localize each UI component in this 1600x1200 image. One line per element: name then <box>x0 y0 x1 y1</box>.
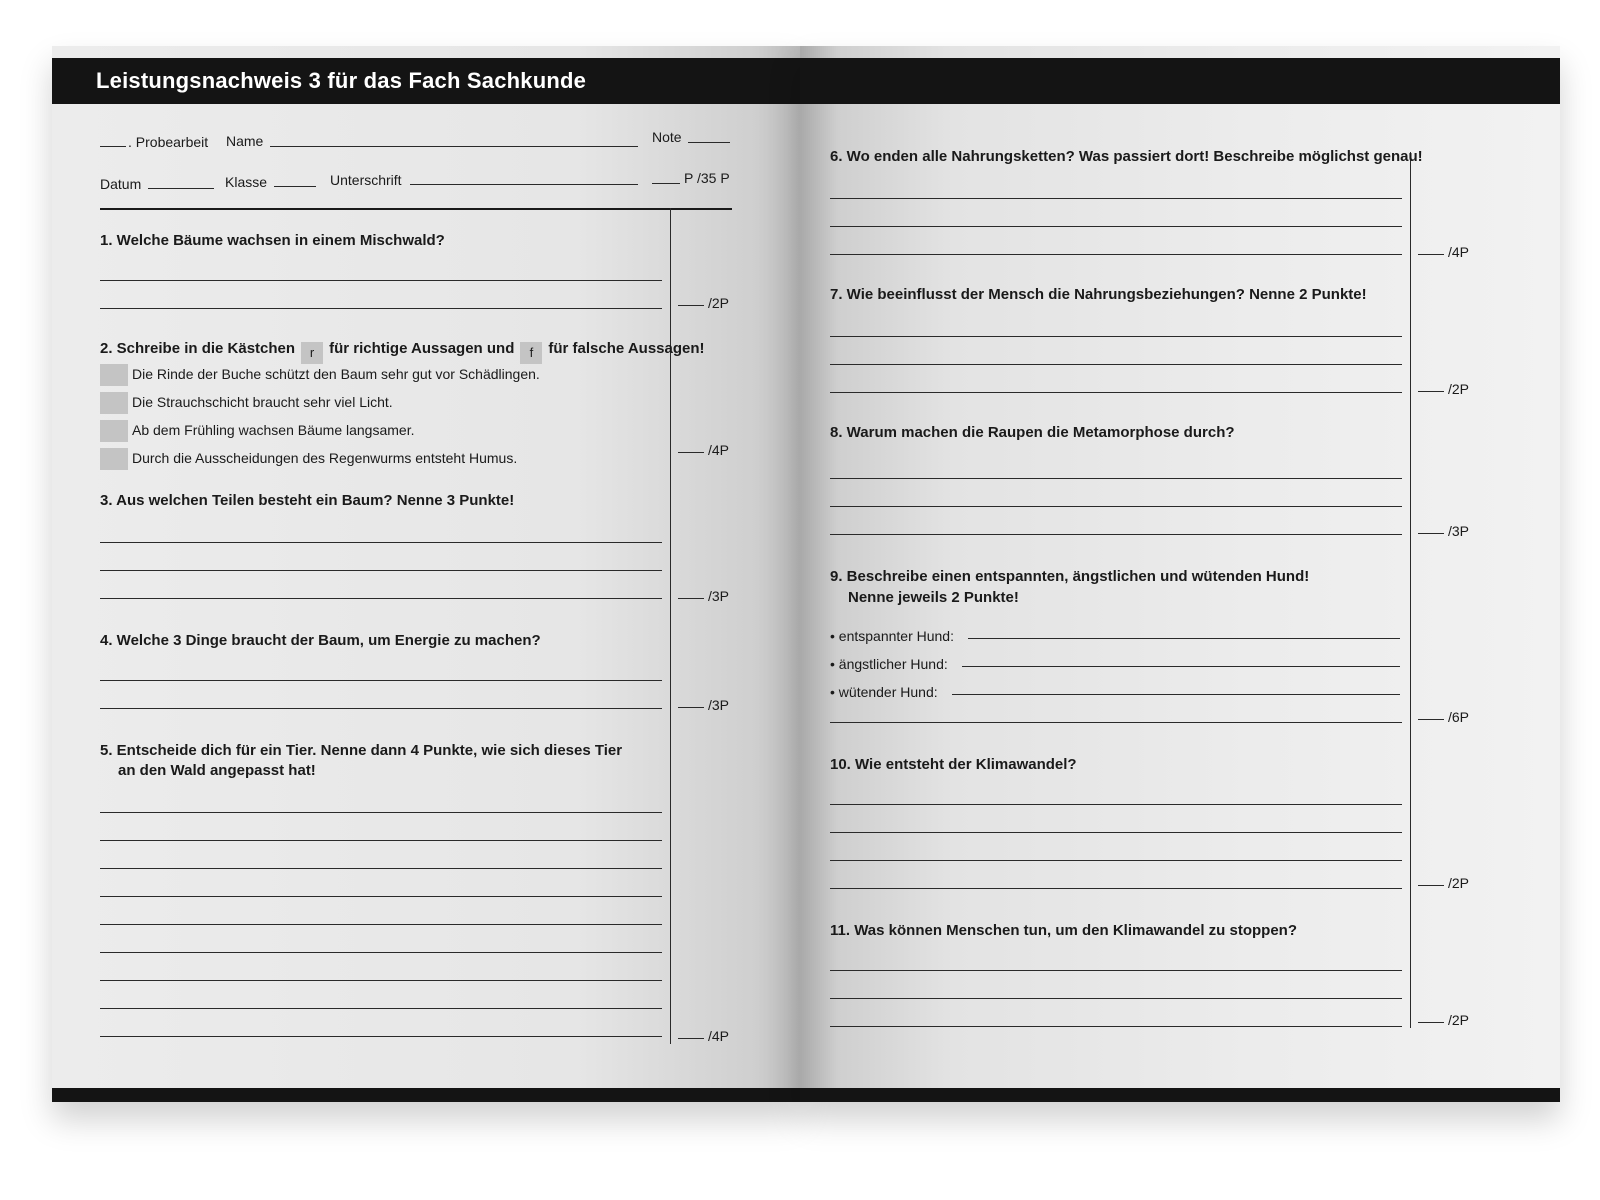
klasse-field[interactable] <box>274 186 316 187</box>
answer-line[interactable] <box>830 722 1402 723</box>
probearbeit-label: . Probearbeit <box>128 134 209 150</box>
points-q2: /4P <box>678 442 729 458</box>
answer-line[interactable] <box>830 970 1402 971</box>
statement: Durch die Ausscheidungen des Regenwurms entsteht Humus. <box>132 450 518 466</box>
statement: Ab dem Frühling wachsen Bäume langsamer. <box>132 422 415 438</box>
left-page <box>52 46 800 1102</box>
points-column-divider <box>670 208 671 1044</box>
right-page <box>800 46 1560 1102</box>
question-10: 10. Wie entsteht der Klimawandel? <box>830 756 1077 773</box>
name-label: Name <box>226 133 264 149</box>
footer-bar <box>800 1088 1560 1102</box>
answer-line[interactable] <box>830 998 1402 999</box>
answer-line[interactable] <box>968 638 1400 639</box>
answer-line[interactable] <box>100 980 662 981</box>
answer-line[interactable] <box>100 952 662 953</box>
answer-checkbox[interactable] <box>100 448 128 470</box>
bullet-angry-dog: • wütender Hund: <box>830 684 938 700</box>
klasse-label: Klasse <box>225 174 268 190</box>
bullet-relaxed-dog: • entspannter Hund: <box>830 628 954 644</box>
statement: Die Strauchschicht braucht sehr viel Licht. <box>132 394 393 410</box>
question-11: 11. Was können Menschen tun, um den Klimawandel zu stoppen? <box>830 922 1298 939</box>
answer-line[interactable] <box>952 694 1400 695</box>
points-q7: /2P <box>1418 381 1469 397</box>
answer-line[interactable] <box>830 832 1402 833</box>
answer-line[interactable] <box>830 198 1402 199</box>
points-q3: /3P <box>678 588 729 604</box>
probearbeit-line[interactable] <box>100 146 126 147</box>
answer-line[interactable] <box>100 280 662 281</box>
answer-line[interactable] <box>100 598 662 599</box>
statement: Die Rinde der Buche schützt den Baum sehr gut vor Schädlingen. <box>132 366 540 382</box>
points-q6: /4P <box>1418 244 1469 260</box>
note-field[interactable] <box>688 142 730 143</box>
datum-label: Datum <box>100 176 142 192</box>
answer-line[interactable] <box>830 534 1402 535</box>
note-label: Note <box>652 129 682 145</box>
question-5: 5. Entscheide dich für ein Tier. Nenne dann 4 Punkte, wie sich dieses Tier <box>100 742 623 759</box>
answer-line[interactable] <box>100 308 662 309</box>
answer-line[interactable] <box>100 570 662 571</box>
points-q8: /3P <box>1418 523 1469 539</box>
footer-bar <box>52 1088 800 1102</box>
answer-line[interactable] <box>830 478 1402 479</box>
header-bar <box>800 58 1560 104</box>
answer-checkbox[interactable] <box>100 420 128 442</box>
points-q10: /2P <box>1418 875 1469 891</box>
question-1: 1. Welche Bäume wachsen in einem Mischwald? <box>100 232 445 249</box>
points-q9: /6P <box>1418 709 1469 725</box>
answer-line[interactable] <box>830 1026 1402 1027</box>
answer-line[interactable] <box>100 812 662 813</box>
punkte-field[interactable] <box>652 183 680 184</box>
answer-line[interactable] <box>962 666 1400 667</box>
answer-checkbox[interactable] <box>100 364 128 386</box>
unterschrift-field[interactable] <box>410 184 638 185</box>
sample-box-r: r <box>301 342 323 364</box>
answer-line[interactable] <box>830 804 1402 805</box>
answer-line[interactable] <box>100 840 662 841</box>
header-divider <box>100 208 732 210</box>
answer-line[interactable] <box>830 506 1402 507</box>
answer-line[interactable] <box>830 888 1402 889</box>
points-q4: /3P <box>678 697 729 713</box>
question-6: 6. Wo enden alle Nahrungsketten? Was passiert dort! Beschreibe möglichst genau! <box>830 148 1423 165</box>
answer-line[interactable] <box>100 708 662 709</box>
answer-line[interactable] <box>100 542 662 543</box>
answer-line[interactable] <box>830 254 1402 255</box>
question-2: 2. Schreibe in die Kästchen r für richtige Aussagen und f für falsche Aussagen! <box>100 340 705 364</box>
points-q11: /2P <box>1418 1012 1469 1028</box>
page-title: Leistungsnachweis 3 für das Fach Sachkunde <box>96 68 587 93</box>
answer-line[interactable] <box>100 680 662 681</box>
question-5-continued: an den Wald angepasst hat! <box>118 762 316 779</box>
points-column-divider <box>1410 152 1411 1028</box>
question-8: 8. Warum machen die Raupen die Metamorphose durch? <box>830 424 1235 441</box>
answer-line[interactable] <box>100 868 662 869</box>
points-q1: /2P <box>678 295 729 311</box>
answer-line[interactable] <box>830 364 1402 365</box>
sample-box-f: f <box>520 342 542 364</box>
punkte-label: P /35 P <box>684 170 730 186</box>
answer-line[interactable] <box>100 1008 662 1009</box>
answer-line[interactable] <box>830 860 1402 861</box>
header-bar <box>52 58 800 104</box>
question-3: 3. Aus welchen Teilen besteht ein Baum? Nenne 3 Punkte! <box>100 492 515 509</box>
question-4: 4. Welche 3 Dinge braucht der Baum, um Energie zu machen? <box>100 632 541 649</box>
answer-line[interactable] <box>830 392 1402 393</box>
name-field[interactable] <box>270 146 638 147</box>
answer-line[interactable] <box>830 226 1402 227</box>
unterschrift-label: Unterschrift <box>330 172 402 188</box>
points-q5: /4P <box>678 1028 729 1044</box>
answer-line[interactable] <box>100 896 662 897</box>
answer-line[interactable] <box>830 336 1402 337</box>
question-9-continued: Nenne jeweils 2 Punkte! <box>848 589 1019 606</box>
datum-field[interactable] <box>148 188 214 189</box>
answer-line[interactable] <box>100 1036 662 1037</box>
question-7: 7. Wie beeinflusst der Mensch die Nahrungsbeziehungen? Nenne 2 Punkte! <box>830 286 1367 303</box>
answer-checkbox[interactable] <box>100 392 128 414</box>
answer-line[interactable] <box>100 924 662 925</box>
bullet-anxious-dog: • ängstlicher Hund: <box>830 656 948 672</box>
question-9: 9. Beschreibe einen entspannten, ängstlichen und wütenden Hund! <box>830 568 1310 585</box>
